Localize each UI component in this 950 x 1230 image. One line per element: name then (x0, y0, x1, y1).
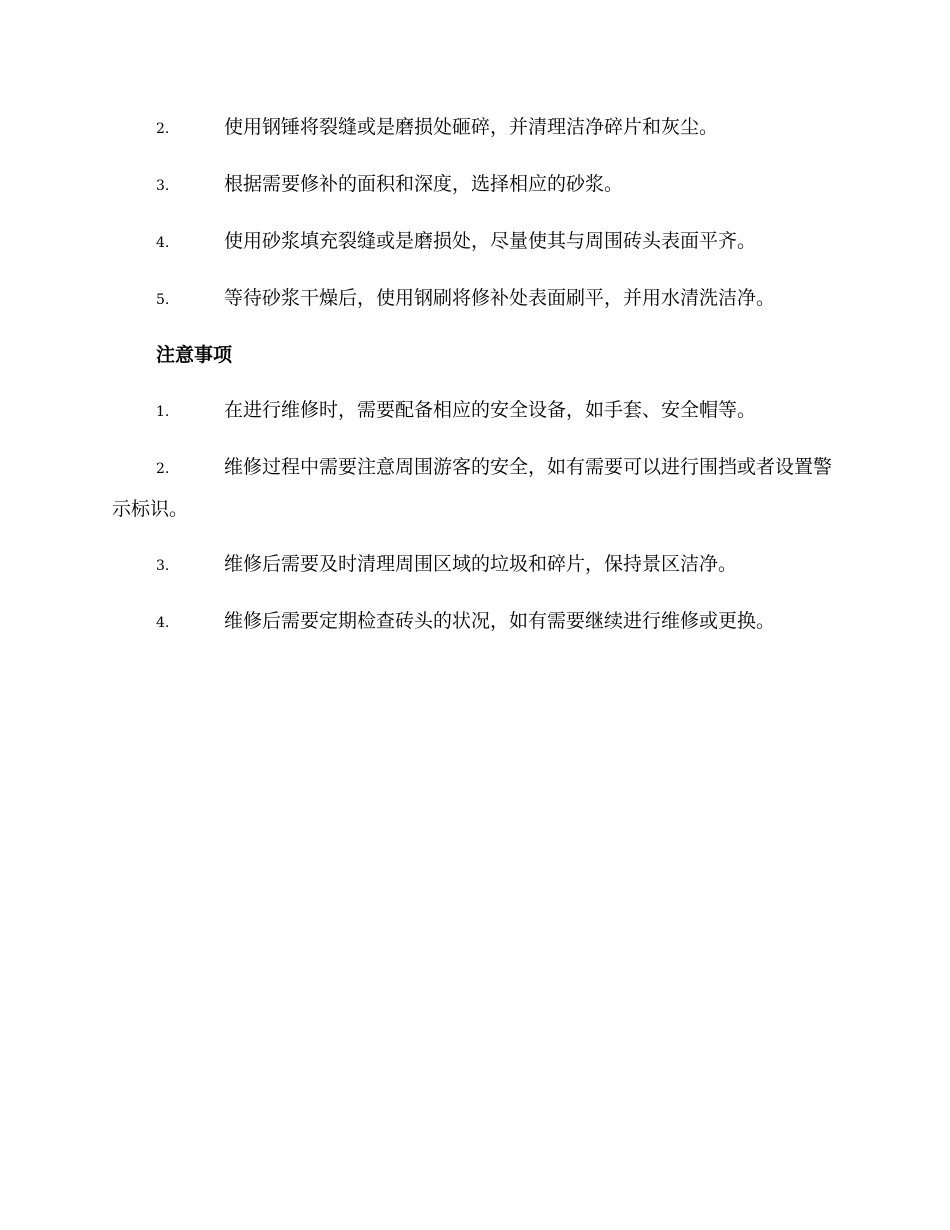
list-number: 5. (156, 292, 170, 308)
list-text: 在进行维修时，需要配备相应的安全设备，如手套、安全帽等。 (224, 399, 757, 421)
list-number: 1. (156, 404, 170, 420)
list-number: 3. (156, 558, 170, 574)
list-item (112, 221, 832, 263)
list-item (112, 107, 832, 149)
list-text: 使用砂浆填充裂缝或是磨损处，尽量使其与周围砖头表面平齐。 (224, 230, 757, 252)
list-text: 维修后需要及时清理周围区域的垃圾和碎片，保持景区洁净。 (224, 553, 738, 575)
list-number: 2. (156, 121, 170, 137)
list-number: 4. (156, 615, 170, 631)
list-item (112, 390, 832, 432)
list-number: 2. (156, 461, 170, 477)
list-number: 3. (156, 178, 170, 194)
list-item (112, 447, 832, 529)
list-text: 维修过程中需要注意周围游客的安全，如有需要可以进行围挡或者设置警示标识。 (112, 456, 833, 520)
list-text: 根据需要修补的面积和深度，选择相应的砂浆。 (224, 173, 624, 195)
document-body (112, 107, 832, 658)
list-item (112, 278, 832, 320)
list-number: 4. (156, 235, 170, 251)
list-text: 使用钢锤将裂缝或是磨损处砸碎，并清理洁净碎片和灰尘。 (224, 116, 719, 138)
list-item (112, 164, 832, 206)
list-item (112, 544, 832, 586)
list-text: 等待砂浆干燥后，使用钢刷将修补处表面刷平，并用水清洗洁净。 (224, 287, 776, 309)
section-heading: 注意事项 (156, 344, 233, 366)
list-text: 维修后需要定期检查砖头的状况，如有需要继续进行维修或更换。 (224, 610, 776, 632)
list-item (112, 601, 832, 643)
